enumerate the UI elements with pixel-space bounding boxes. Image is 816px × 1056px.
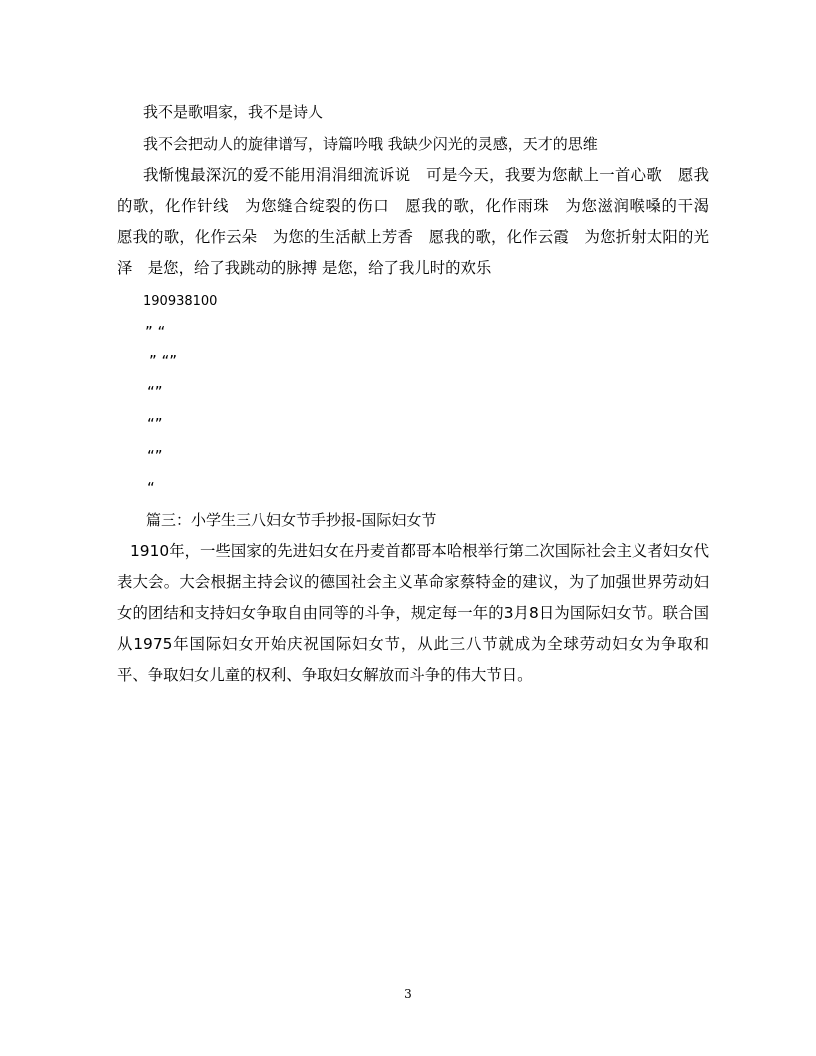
quote-line-6: “: [147, 479, 155, 497]
page-number: 3: [404, 987, 412, 1001]
body-paragraph: 1910年，一些国家的先进妇女在丹麦首都哥本哈根举行第二次国际社会主义者妇女代表大会。大会根据主持会议的德国社会主义革命家蔡特金的建议，为了加强世界劳动妇女的团结和支持妇女争取自由同等的斗争，规定每一年的3月8日为国际妇女节。联合国从1975年国际妇女开始庆祝国际妇女节，从此三八节就成为全球劳动妇女为争取和平、争取妇女儿童的权利、争取妇女解放而斗争的伟大节日。: [117, 542, 709, 684]
quote-line-2: ” “”: [149, 352, 178, 370]
poem-paragraph: 我惭愧最深沉的爱不能用涓涓细流诉说 可是今天，我要为您献上一首心歌 愿我的歌，化作针线 为您缝合绽裂的伤口 愿我的歌，化作雨珠 为您滋润喉嗓的干渴 愿我的歌，化作云朵 为您的生活献上芳香 愿我的歌，化作云霞 为您折射太阳的光泽 是您，给了我跳动的脉搏 是您，给了我儿时的欢乐: [117, 166, 725, 277]
quote-line-5: “”: [147, 447, 163, 465]
quote-line-4: “”: [147, 415, 163, 433]
code-number: 190938100: [143, 294, 218, 309]
poem-line-1: 我不是歌唱家，我不是诗人: [143, 103, 324, 121]
quote-line-1: ” “: [145, 323, 166, 341]
section-title: 篇三：小学生三八妇女节手抄报-国际妇女节: [146, 511, 437, 529]
poem-line-2: 我不会把动人的旋律谱写，诗篇吟哦 我缺少闪光的灵感，天才的思维: [143, 135, 598, 153]
quote-line-3: “”: [147, 383, 163, 401]
